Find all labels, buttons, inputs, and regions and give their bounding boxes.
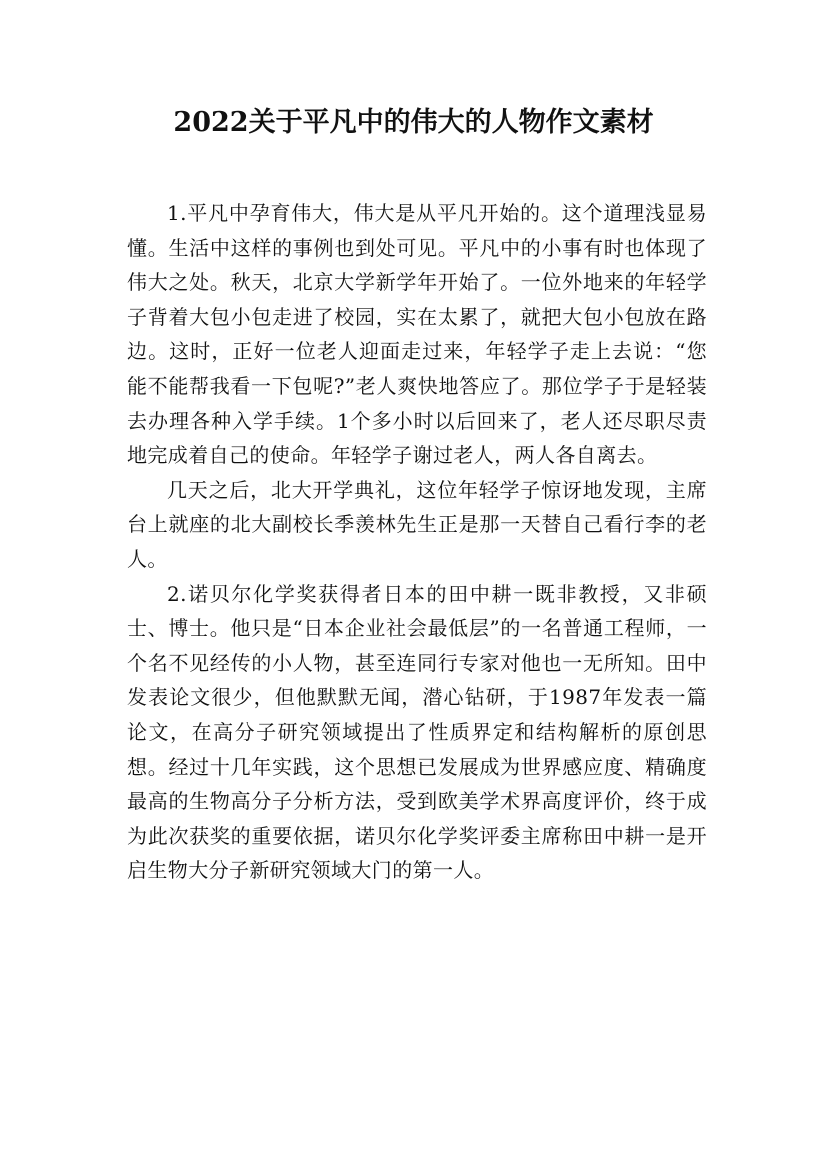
paragraph-2: 几天之后，北大开学典礼，这位年轻学子惊讶地发现，主席台上就座的北大副校长季羡林先生正是那一天替自己看行李的老人。 — [127, 477, 707, 571]
document-title: 2022关于平凡中的伟大的人物作文素材 — [173, 107, 654, 138]
document-body — [127, 196, 707, 888]
paragraph-1: 1.平凡中孕育伟大，伟大是从平凡开始的。这个道理浅显易懂。生活中这样的事例也到处可见。平凡中的小事有时也体现了伟大之处。秋天，北京大学新学年开始了。一位外地来的年轻学子背着大包小包走进了校园，实在太累了，就把大包小包放在路边。这时，正好一位老人迎面走过来，年轻学子走上去说：“您能不能帮我看一下包呢?”老人爽快地答应了。那位学子于是轻装去办理各种入学手续。1个多小时以后回来了，老人还尽职尽责地完成着自己的使命。年轻学子谢过老人，两人各自离去。 — [127, 201, 707, 468]
paragraph-3: 2.诺贝尔化学奖获得者日本的田中耕一既非教授，又非硕士、博士。他只是“日本企业社会最低层”的一名普通工程师，一个名不见经传的小人物，甚至连同行专家对他也一无所知。田中发表论文很少，但他默默无闻，潜心钻研，于1987年发表一篇论文，在高分子研究领域提出了性质界定和结构解析的原创思想。经过十几年实践，这个思想已发展成为世界感应度、精确度最高的生物高分子分析方法，受到欧美学术界高度评价，终于成为此次获奖的重要依据，诺贝尔化学奖评委主席称田中耕一是开启生物大分子新研究领域大门的第一人。 — [127, 581, 707, 883]
